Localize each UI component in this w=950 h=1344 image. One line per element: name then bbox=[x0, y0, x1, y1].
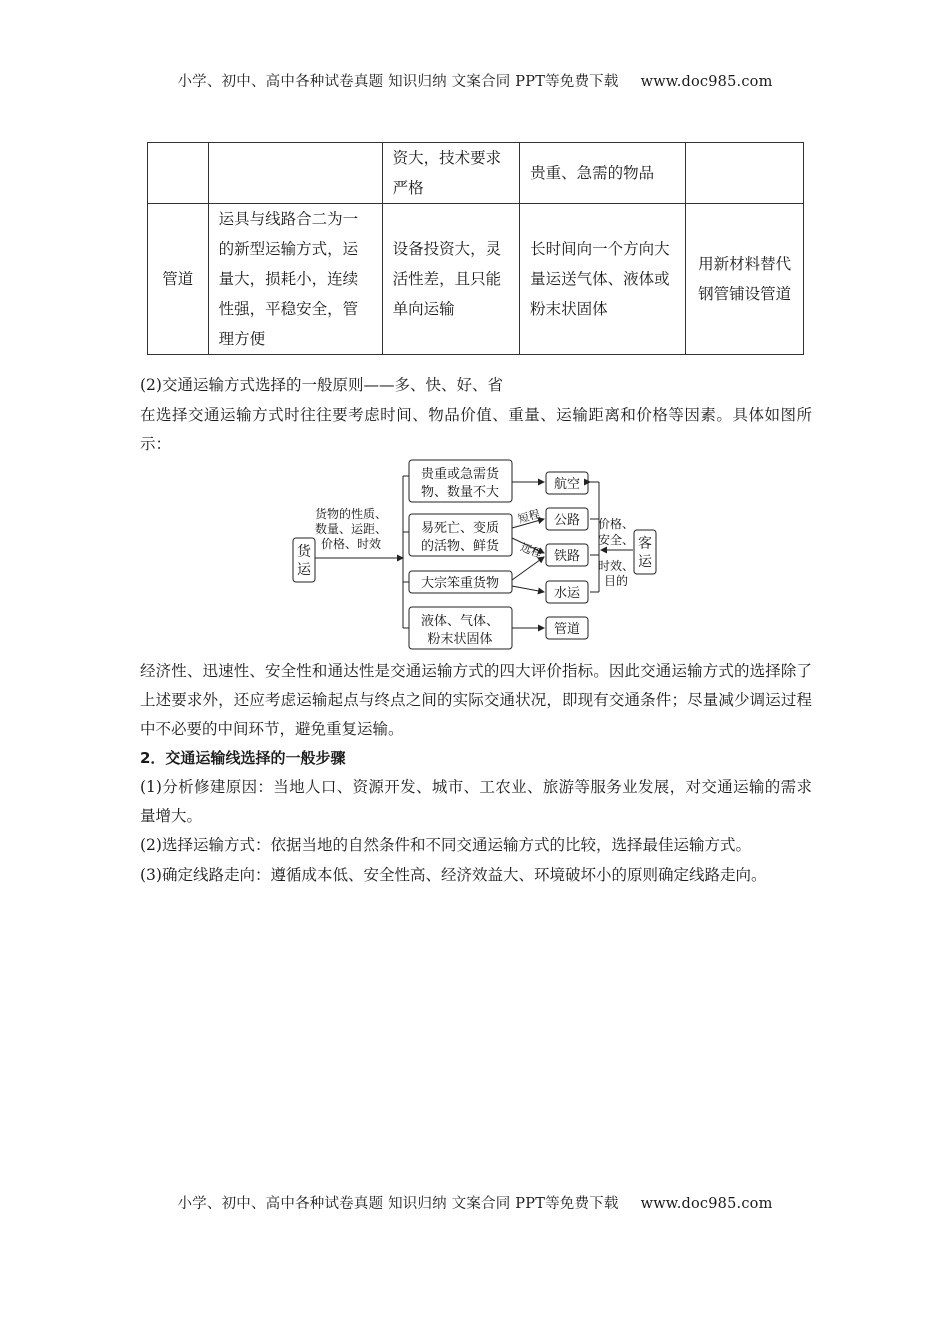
table-row bbox=[148, 143, 804, 204]
short-distance-label: 短程 bbox=[516, 507, 542, 526]
cargo-perishable-1: 易死亡、变质 bbox=[420, 521, 500, 536]
table-cell-usage: 长时间向一个方向大量运送气体、液体或粉末状固体 bbox=[520, 204, 686, 355]
transport-comparison-table bbox=[147, 142, 804, 355]
table-cell: 贵重、急需的物品 bbox=[520, 143, 686, 204]
header-text: 小学、初中、高中各种试卷真题 知识归纳 文案合同 PPT等免费下载 bbox=[177, 74, 619, 90]
step-1: (1)分析修建原因：当地人口、资源开发、城市、工农业、旅游等服务业发展，对交通运输的需求量增大。 bbox=[140, 778, 812, 825]
header-url[interactable]: www.doc985.com bbox=[640, 74, 773, 90]
table-cell bbox=[686, 143, 804, 204]
principle-text: 在选择交通运输方式时往往要考虑时间、物品价值、重量、运输距离和价格等因素。具体如图所示： bbox=[140, 406, 812, 453]
cargo-valuable-2: 物、数量不大 bbox=[420, 485, 500, 500]
mode-rail: 铁路 bbox=[553, 549, 581, 564]
evaluation-paragraph: 经济性、迅速性、安全性和通达性是交通运输方式的四大评价指标。因此交通运输方式的选择除了上述要求外，还应考虑运输起点与终点之间的实际交通状况，即现有交通条件；尽量减少调运过程中不必要的中间环节，避免重复运输。 bbox=[140, 662, 812, 738]
goods-factor-1: 货物的性质、 bbox=[314, 507, 388, 521]
cargo-fluid-2: 粉末状固体 bbox=[427, 632, 493, 647]
mode-road: 公路 bbox=[553, 513, 581, 528]
goods-label-1: 货 bbox=[297, 544, 311, 560]
mode-water: 水运 bbox=[553, 586, 581, 601]
footer-url[interactable]: www.doc985.com bbox=[640, 1196, 773, 1212]
goods-label-2: 运 bbox=[297, 562, 311, 578]
passenger-factor-2: 安全、 bbox=[597, 533, 635, 547]
page-footer bbox=[0, 1192, 950, 1213]
passenger-label-2: 运 bbox=[638, 554, 652, 570]
page-header bbox=[0, 70, 950, 91]
transport-choice-diagram bbox=[290, 458, 670, 650]
passenger-factor-3: 时效、 bbox=[597, 559, 635, 573]
passenger-factor-4: 目的 bbox=[603, 574, 629, 588]
table-cell bbox=[208, 143, 382, 204]
cargo-perishable-2: 的活物、鲜货 bbox=[420, 539, 500, 554]
table-cell-drawbacks: 设备投资大，灵活性差，且只能单向运输 bbox=[382, 204, 520, 355]
principle-heading: (2)交通运输方式选择的一般原则——多、快、好、省 bbox=[140, 376, 503, 394]
step-2: (2)选择运输方式：依据当地的自然条件和不同交通运输方式的比较，选择最佳运输方式。 bbox=[140, 836, 751, 854]
table-cell-mode: 管道 bbox=[148, 204, 209, 355]
mode-air: 航空 bbox=[553, 477, 581, 492]
goods-factor-3: 价格、时效 bbox=[320, 537, 382, 551]
cargo-bulk: 大宗笨重货物 bbox=[420, 576, 500, 591]
cargo-fluid-1: 液体、气体、 bbox=[420, 614, 500, 629]
cargo-valuable-1: 贵重或急需货 bbox=[420, 467, 500, 482]
table-cell bbox=[148, 143, 209, 204]
section-heading: 2．交通运输线选择的一般步骤 bbox=[140, 749, 346, 767]
goods-factor-2: 数量、运距、 bbox=[314, 522, 388, 536]
mode-pipeline: 管道 bbox=[553, 622, 581, 637]
table-cell: 资大，技术要求严格 bbox=[382, 143, 520, 204]
passenger-label-1: 客 bbox=[638, 536, 652, 552]
footer-text: 小学、初中、高中各种试卷真题 知识归纳 文案合同 PPT等免费下载 bbox=[177, 1196, 619, 1212]
table-cell-trend: 用新材料替代钢管铺设管道 bbox=[686, 204, 804, 355]
long-distance-label: 远程 bbox=[518, 540, 544, 561]
step-3: (3)确定线路走向：遵循成本低、安全性高、经济效益大、环境破坏小的原则确定线路走向。 bbox=[140, 866, 767, 884]
table-cell-features: 运具与线路合二为一的新型运输方式，运量大，损耗小，连续性强，平稳安全，管理方便 bbox=[208, 204, 382, 355]
passenger-factor-1: 价格、 bbox=[597, 517, 635, 531]
table-row bbox=[148, 204, 804, 355]
